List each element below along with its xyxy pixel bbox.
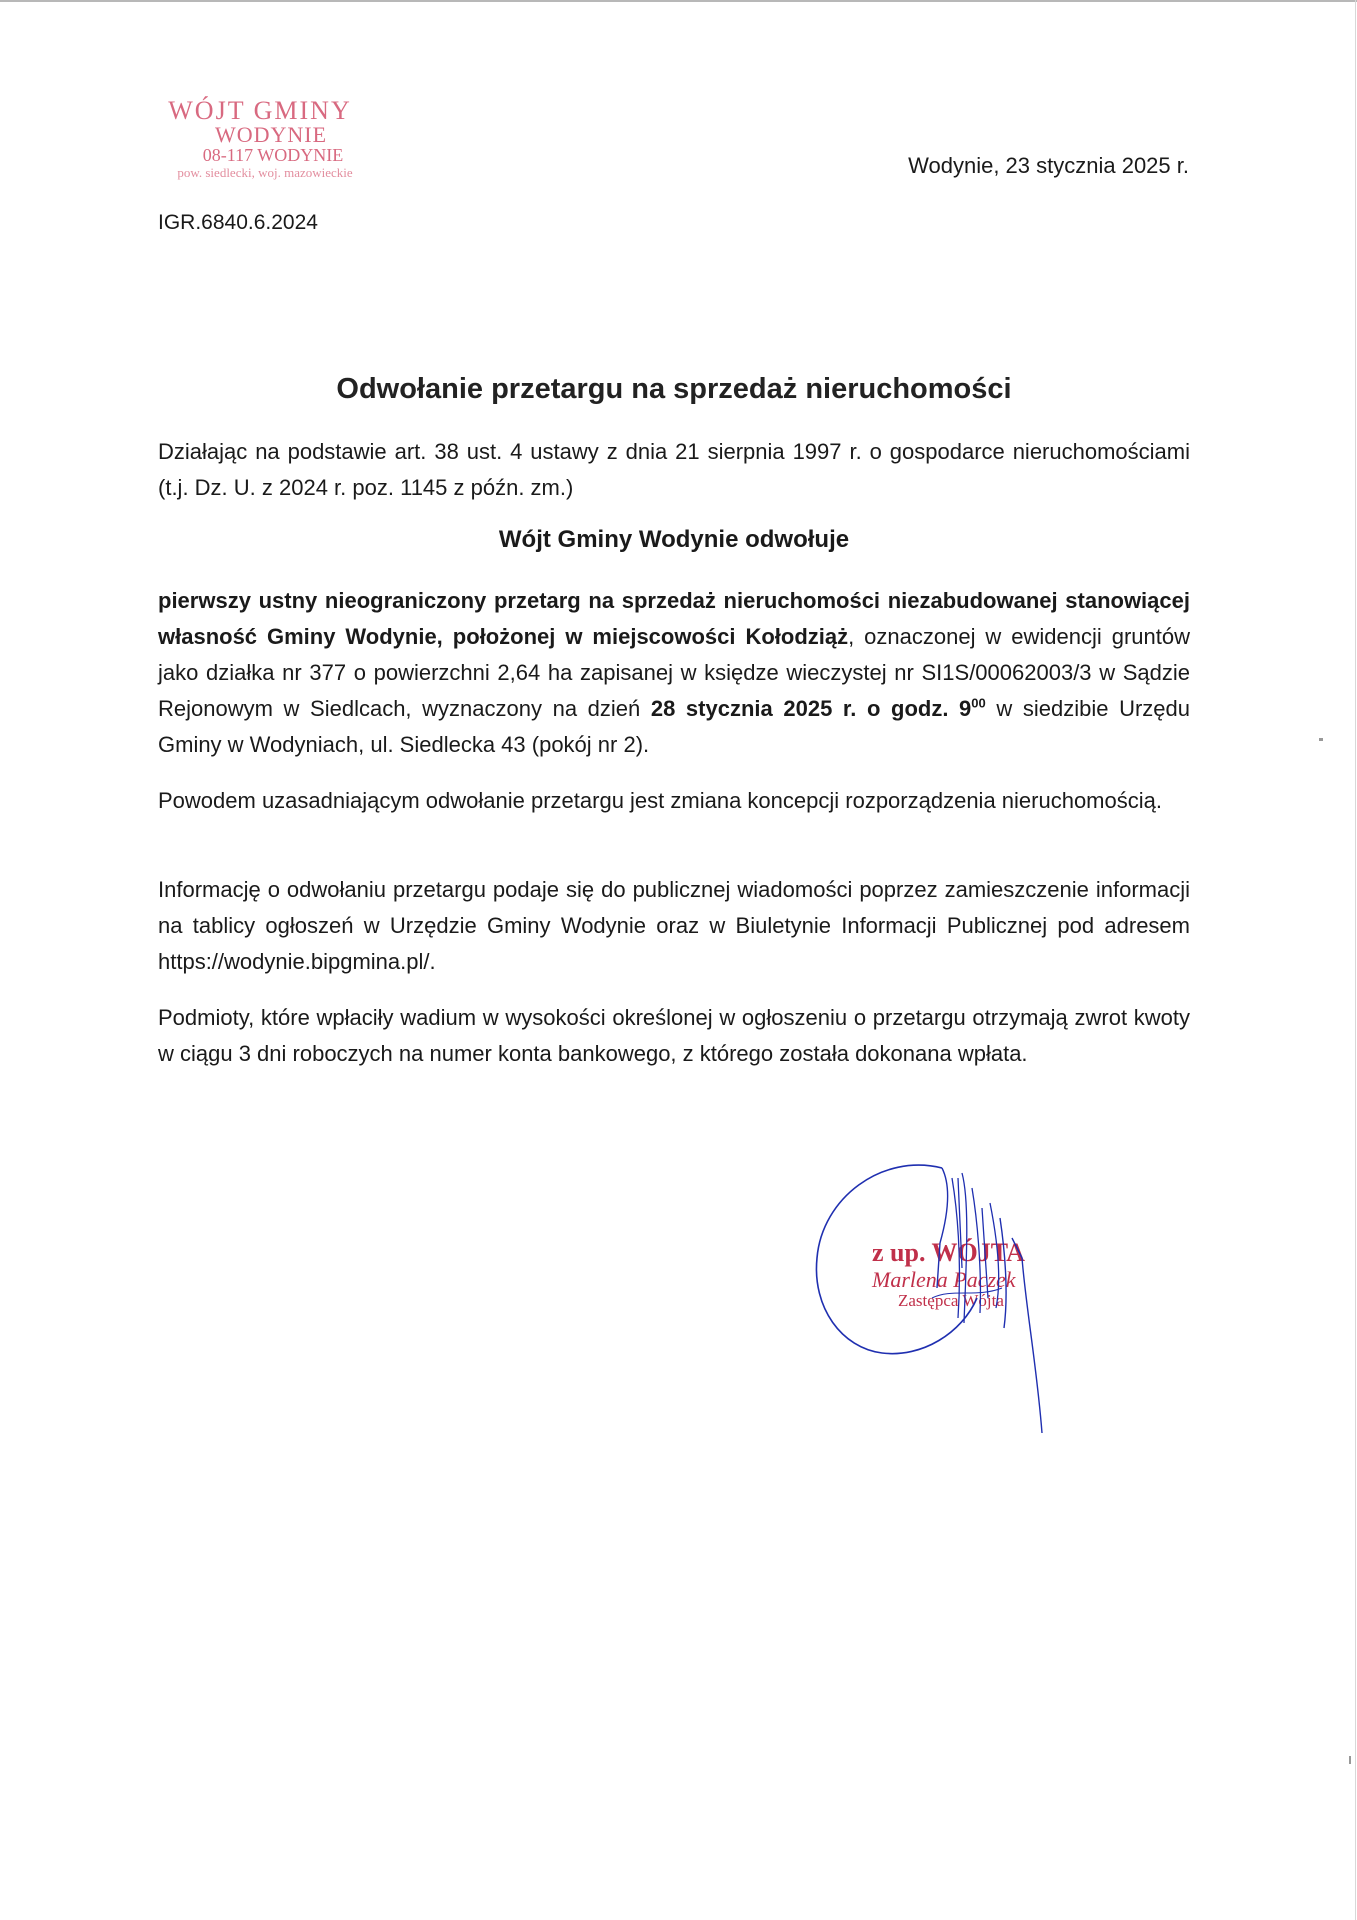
main-text-1: , oznaczonej w ewidencji gruntów jako działka nr 377 o powierzchni 2,64 ha zapisanej w księdze wieczystej nr SI1S/00062003/3 w Sądzie Rejonowym w Siedlcach, wyznaczony na dzień [158, 624, 1190, 721]
stamp-line-2: WODYNIE [214, 122, 328, 147]
reason-paragraph: Powodem uzasadniającym odwołanie przetargu jest zmiana koncepcji rozporządzenia nieruchomością. [158, 788, 1162, 813]
place-date: Wodynie, 23 stycznia 2025 r. [908, 153, 1189, 178]
reference-number: IGR.6840.6.2024 [158, 211, 318, 234]
main-bold-lead: pierwszy ustny nieograniczony przetarg na sprzedaż nieruchomości niezabudowanej stanowiącej własność Gminy Wodynie, położonej w miejscowości Kołodziąż [158, 588, 1190, 649]
stamp-line-3: 08-117 WODYNIE [202, 145, 344, 165]
intro-paragraph: Działając na podstawie art. 38 ust. 4 ustawy z dnia 21 sierpnia 1997 r. o gospodarce nieruchomościami (t.j. Dz. U. z 2024 r. poz. 1145 z późn. zm.) [158, 439, 1190, 500]
handwritten-signature [812, 1148, 1082, 1448]
signature-stamp-line-3: Zastępca Wójta [898, 1291, 1004, 1310]
stamp-line-4: pow. siedlecki, woj. mazowieckie [177, 165, 353, 180]
page-right-edge [1355, 0, 1356, 1920]
document-title: Odwołanie przetargu na sprzedaż nieruchomości [336, 373, 1012, 405]
info-paragraph: Informację o odwołaniu przetargu podaje się do publicznej wiadomości poprzez zamieszczenie informacji na tablicy ogłoszeń w Urzędzie Gminy Wodynie oraz w Biuletynie Informacji Publicznej pod adresem https://wodynie.bipgmina.pl/. [158, 877, 1190, 974]
scan-mark [1319, 738, 1323, 741]
signature-stamp-line-1: z up. WÓJTA [872, 1238, 1025, 1267]
refund-paragraph: Podmioty, które wpłaciły wadium w wysokości określonej w ogłoszeniu o przetargu otrzymają zwrot kwoty w ciągu 3 dni roboczych na numer konta bankowego, z którego została dokonana wpłata. [158, 1005, 1190, 1066]
office-stamp [140, 98, 380, 180]
page-top-edge [0, 0, 1357, 2]
main-paragraph [158, 583, 1190, 763]
signature-block [812, 1148, 1082, 1448]
scan-mark [1349, 1756, 1351, 1764]
main-bold-date: 28 stycznia 2025 r. o godz. 9 [650, 696, 972, 721]
main-time-superscript: 00 [971, 695, 986, 711]
signature-stamp-line-2: Marlena Paczek [872, 1267, 1016, 1292]
main-text-2: w siedzibie Urzędu Gminy w Wodyniach, ul. Siedlecka 43 (pokój nr 2). [158, 696, 1190, 757]
stamp-line-1: WÓJT GMINY [168, 96, 352, 125]
announcement-heading: Wójt Gminy Wodynie odwołuje [498, 526, 850, 553]
